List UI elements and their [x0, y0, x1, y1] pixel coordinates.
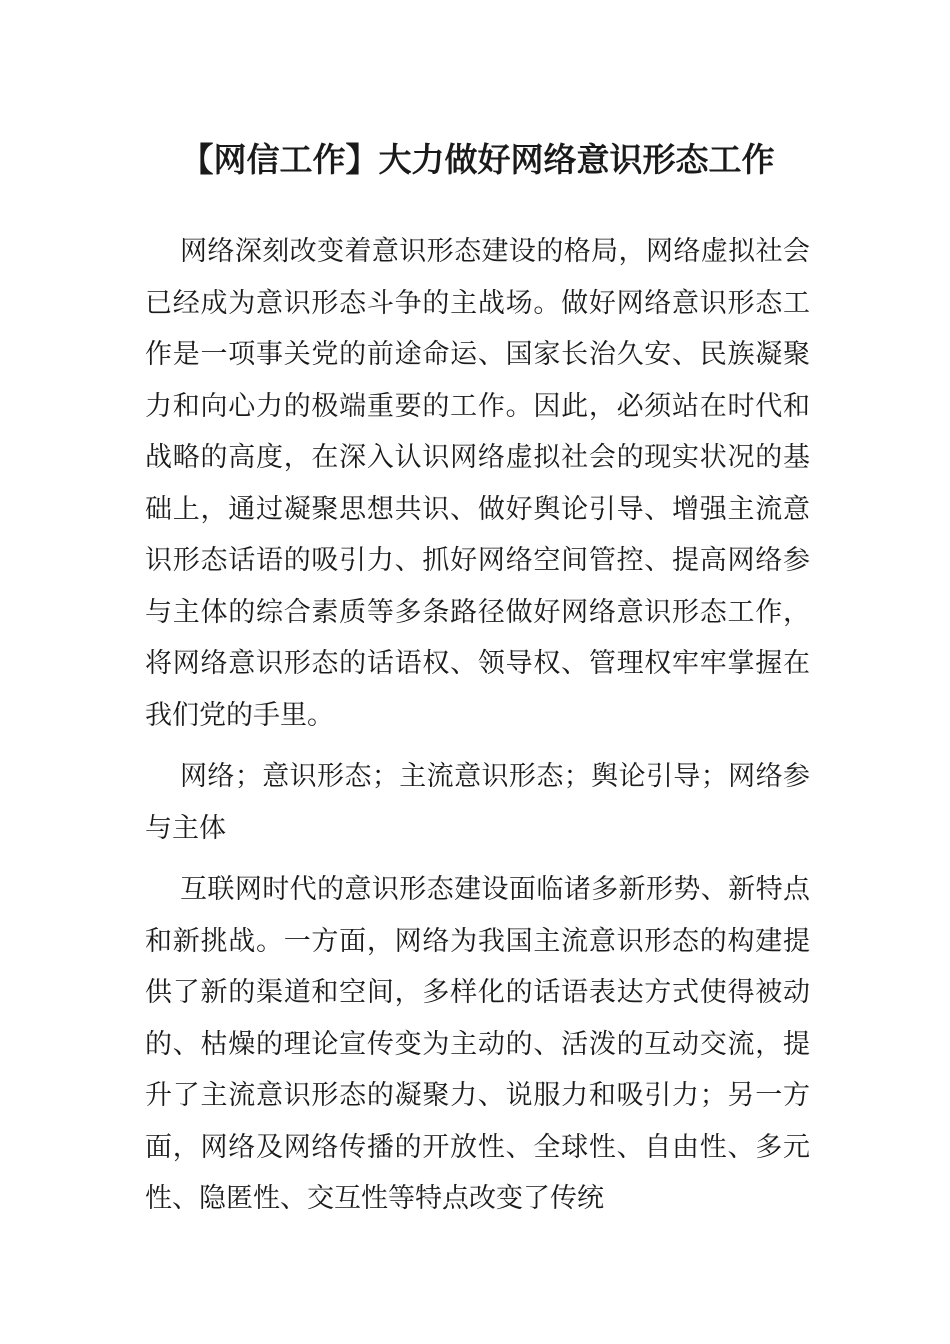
abstract-paragraph: 网络深刻改变着意识形态建设的格局，网络虚拟社会已经成为意识形态斗争的主战场。做好网络意识形态工作是一项事关党的前途命运、国家长治久安、民族凝聚力和向心力的极端重要的工作。因此，必须站在时代和战略的高度，在深入认识网络虚拟社会的现实状况的基础上，通过凝聚思想共识、做好舆论引导、增强主流意识形态话语的吸引力、抓好网络空间管控、提高网络参与主体的综合素质等多条路径做好网络意识形态工作，将网络意识形态的话语权、领导权、管理权牢牢掌握在我们党的手里。 — [145, 236, 810, 731]
document-title: 【网信工作】大力做好网络意识形态工作 — [180, 140, 775, 179]
document-body — [145, 226, 810, 1235]
body-paragraph: 互联网时代的意识形态建设面临诸多新形势、新特点和新挑战。一方面，网络为我国主流意识形态的构建提供了新的渠道和空间，多样化的话语表达方式使得被动的、枯燥的理论宣传变为主动的、活泼的互动交流，提升了主流意识形态的凝聚力、说服力和吸引力；另一方面，网络及网络传播的开放性、全球性、自由性、多元性、隐匿性、交互性等特点改变了传统 — [145, 874, 810, 1214]
keywords-paragraph: 网络；意识形态；主流意识形态；舆论引导；网络参与主体 — [145, 761, 810, 844]
